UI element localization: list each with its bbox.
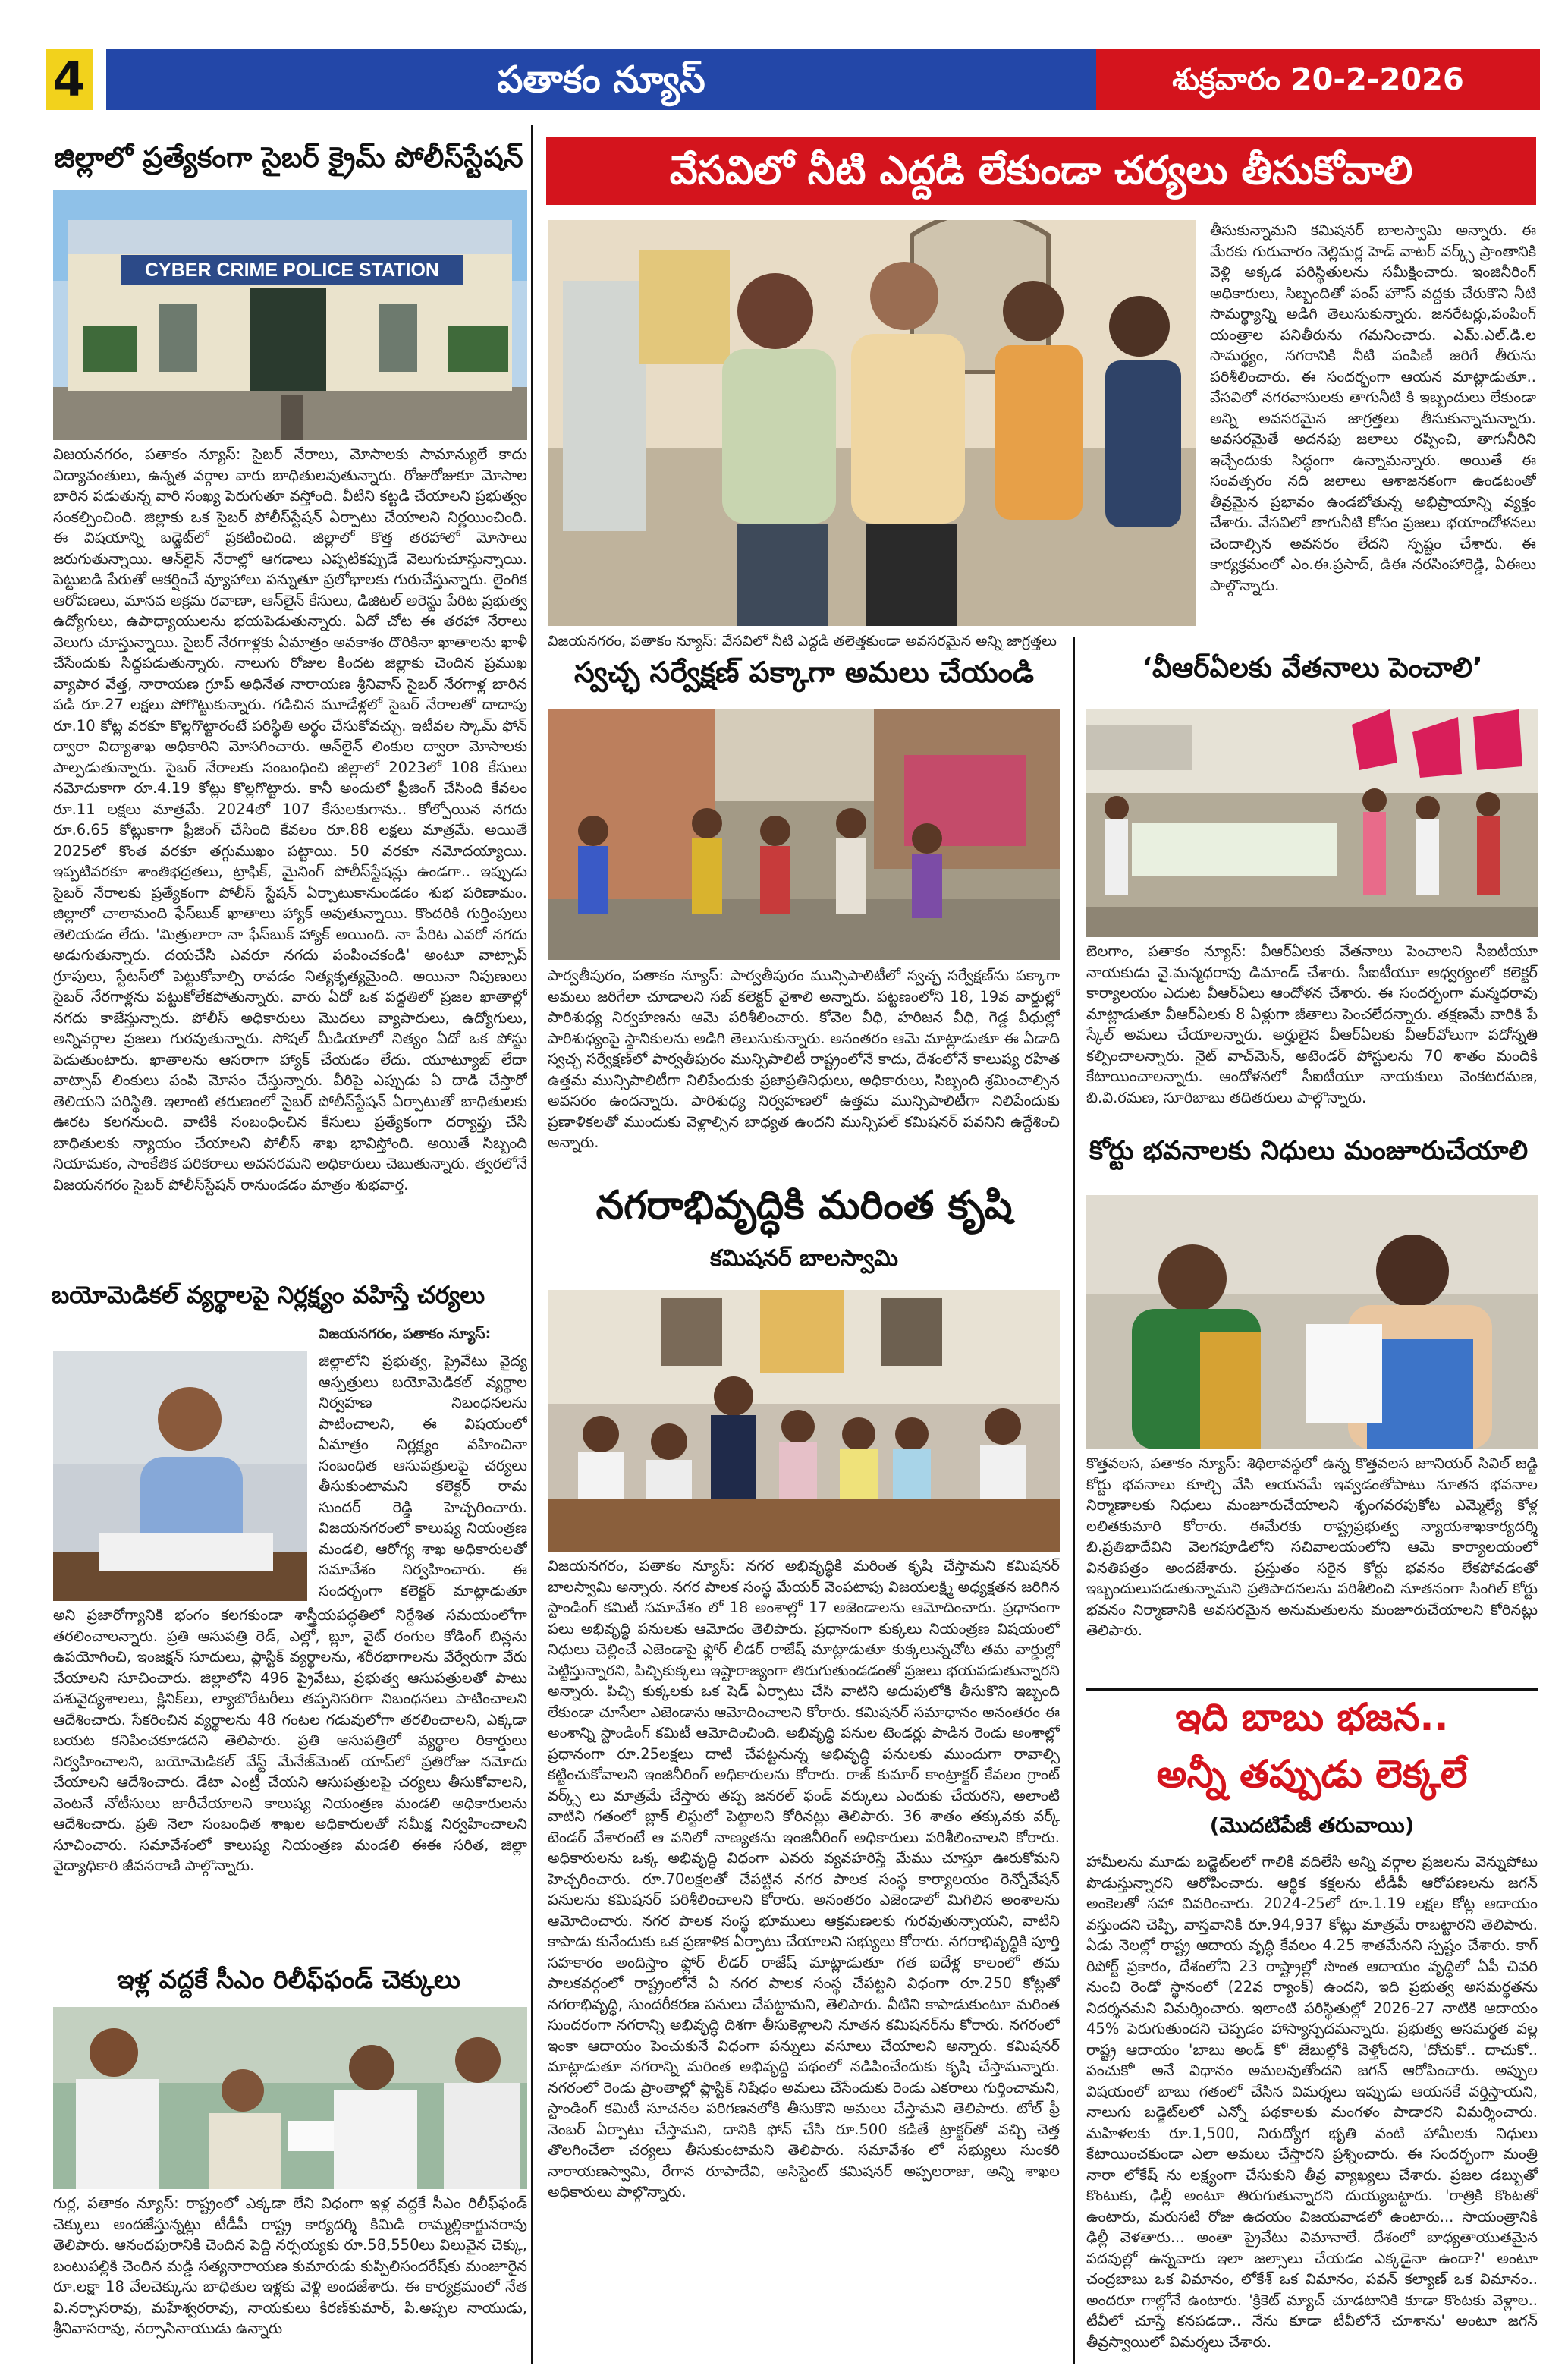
cyber-body: విజయనగరం, పతాకం న్యూస్: సైబర్ నేరాలు, మోసాలకు సామాన్యులే కాదు విద్యావంతులు, ఉన్నత వర్గాల వారు బాధితులవుతున్నారు. రోజురోజుకూ మోసాల బారిన పడుతున్న వారి సంఖ్య పెరుగుతూ వస్తోంది. వీటిని కట్టడి చేయాలని ప్రభుత్వం సంకల్పించింది. జిల్లాకు ఒక సైబర్ పోలీస్‌స్టేషన్ ఏర్పాటు చేయాలని నిర్ణయించింది. ఈ విషయాన్ని బడ్జెట్‌లో ప్రకటించింది. జిల్లాలో కొత్త తరహాలో మోసాలు జరుగుతున్నాయి. ఆన్‌లైన్ నేరాల్లో ఆగడాలు ఎప్పటికప్పుడే వెలుగుచూస్తున్నాయి. పెట్టుబడి పేరుతో ఆకర్షించే వ్యూహాలు పన్నుతూ ప్రలోభాలకు గురుచేస్తున్నారు. లైంగిక ఆరోపణలు, మానవ అక్రమ రవాణా, ఆన్‌లైన్ కేసులు, డిజిటల్ అరెస్టు పేరిట ప్రభుత్వ ఉద్యోగులు, ఉపాధ్యాయులను భయపెడుతున్నారు. ఏదో చోట ఈ తరహా నేరాలు వెలుగు చూస్తున్నాయి. సైబర్ నేరగాళ్లకు ఏమాత్రం అవకాశం దొరికినా ఖాతాలను ఖాళీ చేసేందుకు సిద్ధపడుతున్నారు. నాలుగు రోజుల కిందట జిల్లాకు చెందిన ప్రముఖ వ్యాపార వేత్త, నారాయణ గ్రూప్ అధినేత నారాయణ శ్రీనివాస్ సైబర్ నేరగాళ్ల బారిన పడి రూ.27 లక్షలు పోగొట్టుకున్నారు. గడిచిన మూడేళ్లలో సైబర్ నేరాలతో దాదాపు రూ.10 కోట్ల వరకూ కొల్లగొట్టారంటే పరిస్థితి అర్థం చేసుకోవచ్చు. ఇటీవల స్కామ్ ఫోన్ ద్వారా విద్యాశాఖ అధికారిని మోసగించారు. ఆన్‌లైన్ లింకుల ద్వారా మోసాలకు పాల్పడుతున్నారు. సైబర్ నేరాలకు సంబంధించి జిల్లాలో 2023లో 108 కేసులు నమోదుకాగా రూ.4.19 కోట్లు కొల్లగొట్టారు. కానీ అందులో ఫ్రీజింగ్ చేసింది కేవలం రూ.11 లక్షలు మాత్రమే. 2024లో 107 కేసులకుగాను.. కోల్పోయిన నగదు రూ.6.65 కోట్లుకాగా ఫ్రీజింగ్ చేసింది కేవలం రూ.88 లక్షలు మాత్రమే. అయితే 2025లో కొంత వరకూ తగ్గుముఖం పట్టాయి. 50 వరకూ నమోదయ్యాయి. ఇప్పటివరకూ శాంతిభద్రతలు, ట్రాఫిక్, మైనింగ్ పోలీస్‌స్టేషన్లు ఉండగా.. ఇప్పుడు సైబర్ నేరాలకు ప్రత్యేకంగా పోలీస్ స్టేషన్ ఏర్పాటుకానుండడం శుభ పరిణామం. జిల్లాలో చాలామంది ఫేస్‌బుక్ ఖాతాలు హ్యాక్ అవుతున్నాయి. కొందరికి గుర్తింపులు తెలియడం లేదు. 'మిత్రులారా నా ఫేస్‌బుక్ హ్యాక్ అయింది. నా పేరిట ఎవరో నగదు అడుగుతున్నారు. దయచేసి ఎవరూ నగదు పంపించకండి' అంటూ వాట్సాప్ గ్రూపులు, స్టేటస్‌లో పెట్టుకోవాల్సి రావడం నిత్యకృత్యమైంది. అయినా నిపుణులు సైబర్ నేరగాళ్లను పట్టుకోలేకపోతున్నారు. వారు ఏదో ఒక పద్ధతిలో ప్రజల ఖాతాల్లో నగదు కాజేస్తున్నారు. పోలీస్ అధికారులు మొదలు వ్యాపారులు, ఉద్యోగులు, అన్నివర్గాల ప్రజలు గురవుతున్నారు. సోషల్ మీడియాలో నిత్యం ఏదో ఒక పోస్టు పెడుతుంటారు. ఖాతాలను ఆసరాగా హ్యాక్ చేయడం లేదు. యూట్యూబ్ లేదా వాట్సాప్ లింకులు పంపి మోసం చేస్తున్నారు. వీరిపై ఎప్పుడు ఏ దాడి చేస్తారో తెలియని పరిస్థితి. ఇలాంటి తరుణంలో సైబర్ పోలీస్‌స్టేషన్ ఏర్పాటుతో బాధితులకు ఊరట కలగనుంది. వాటికి సంబంధించిన కేసులు ప్రత్యేకంగా దర్యాప్తు చేసి బాధితులకు న్యాయం చేయాలని పోలీస్ శాఖ భావిస్తోంది. అయితే సిబ్బంది నియామకం, సాంకేతిక పరికరాలు అవసరమని అధికారులు చెబుతున్నారు. త్వరలోనే విజయనగరం సైబర్ పోలీస్‌స్టేషన్ రానుండడం మాత్రం శుభవార్త. [53,445,527,1194]
column-rule-left [531,125,533,2364]
cmrf-headline: ఇళ్ల వద్దకే సీఎం రిలీఫ్‌ఫండ్ చెక్కులు [117,1964,460,1994]
water-body: తీసుకున్నామని కమిషనర్ బాలస్వామి అన్నారు. ఈ మేరకు గురువారం నెల్లిమర్ల హెడ్ వాటర్ వర్క్స్ ప్రాంతానికి వెళ్లి అక్కడ పరిస్థితులను సమీక్షించారు. ఇంజినీరింగ్ అధికారులు, సిబ్బందితో పంప్ హౌస్ వద్దకు చేరుకొని నీటి సామర్థ్యాన్ని అడిగి తెలుసుకున్నారు. జనరేటర్లు,పంపింగ్ యంత్రాల పనితీరును గమనించారు. ఎమ్.ఎల్.డి.ల సామర్థ్యం, నగరానికి నీటి పంపిణీ జరిగే తీరును పరిశీలించారు. ఈ సందర్భంగా ఆయన మాట్లాడుతూ.. వేసవిలో నగరవాసులకు తాగునీటి కి ఇబ్బందులు లేకుండా అన్ని అవసరమైన జాగ్రత్తలు తీసుకున్నామన్నారు. అవసరమైతే అదనపు జలాలు రప్పించి, తాగునీరిని ఇచ్చేందుకు సిద్ధంగా ఉన్నామన్నారు. అయితే ఈ సంవత్సరం నది జలాలు ఆశాజనకంగా ఉండటంతో తీవ్రమైన ప్రభావం ఉండబోతున్న అభిప్రాయాన్ని వ్యక్తం చేశారు. వేసవిలో తాగునీటి కోసం ప్రజలు భయాందోళనలు చెందాల్సిన అవసరం లేదని స్పష్టం చేశారు. ఈ కార్యక్రమంలో ఎం.ఈ.ప్రసాద్, డిఈ నరసింహారెడ్డి, ఏఈలు పాల్గొన్నారు. [1210,222,1536,594]
cmrf-body: గుర్ల, పతాకం న్యూస్: రాష్ట్రంలో ఎక్కడా లేని విధంగా ఇళ్ల వద్దకే సీఎం రిలీఫ్‌ఫండ్ చెక్కులు అందజేస్తున్నట్లు టీడీపీ రాష్ట్ర కార్యదర్శి కిమిడి రామ్మల్లికార్జునరావు తెలిపారు. ఆనందపురానికి చెందిన పెద్ది నర్సయ్యకు రూ.58,550లు విలువైన చెక్కు, బంటుపల్లికి చెందిన మడ్డి సత్యనారాయణ కుమారుడు కుప్పిలిసందరేష్‌కు మంజూరైన రూ.లక్షా 18 వేలచెక్కును బాధితుల ఇళ్లకు వెళ్లి అందజేశారు. ఈ కార్యక్రమంలో నేత వి.నర్సాసరావు, మహేశ్వరరావు, నాయకులు కిరణ్‌కుమార్, పి.అప్పల నాయుడు, శ్రీనివాసరావు, నర్సాసినాయుడు ఉన్నారు [53,2194,527,2337]
issue-date: శుక్రవారం 20-2-2026 [1172,62,1464,97]
water-inspection-photo [548,220,1196,626]
cmrf-illustration [53,2007,527,2189]
swachh-illustration [548,709,1060,960]
urban-subhead: కమిషనర్ బాలస్వామి [710,1245,898,1272]
water-caption: విజయనగరం, పతాకం న్యూస్: వేసవిలో నీటి ఎద్దడి తలెత్తకుండా అవసరమైన అన్ని జాగ్రత్తలు [548,633,1057,650]
court-headline: కోర్టు భవనాలకు నిధులు మంజూరుచేయాలి [1089,1136,1529,1166]
bio-headline: బయోమెడికల్ వ్యర్థాలపై నిర్లక్ష్యం వహిస్తే చర్యలు [52,1282,485,1309]
column-rule-right [1073,637,1075,2364]
babu-top-rule [1086,1688,1538,1691]
swachh-body: పార్వతీపురం, పతాకం న్యూస్: పార్వతీపురం మున్సిపాలిటీలో స్వచ్ఛ సర్వేక్షణ్‌ను పక్కాగా అమలు జరిగేలా చూడాలని సబ్ కలెక్టర్ వైశాలి అన్నారు. పట్టణంలోని 18, 19వ వార్డుల్లో పారిశుధ్య నిర్వహణను ఆమె పరిశీలించారు. కోవెల వీధి, హరిజన వీధి, గెడ్డ వీధుల్లో పారిశుధ్యంపై స్థానికులను అడిగి తెలుసుకున్నారు. అనంతరం ఆమె మాట్లాడుతూ ఈ ఏడాది స్వచ్ఛ సర్వేక్షణ్‌లో పార్వతీపురం మున్సిపాలిటీ రాష్ట్రంలోనే కాదు, దేశంలోనే కాలుష్య రహిత ఉత్తమ మున్సిపాలిటీగా నిలిపేందుకు ప్రజాప్రతినిధులు, అధికారులు, సిబ్బంది శ్రమించాల్సిన అవసరం ఉందన్నారు. పారిశుధ్య నిర్వహణలో ఉత్తమ మున్సిపాలిటీగా నిలిపేందుకు ప్రణాళికలతో ముందుకు వెళ్లాల్సిన బాధ్యత ఉందని మున్సిపల్ కమిషనర్ పవనిని ఉద్దేశించి అన్నారు. [548,967,1060,1151]
urban-meeting-illustration [548,1290,1060,1552]
paper-name: పతాకం న్యూస్ [497,58,705,101]
urban-meeting-photo [548,1290,1060,1552]
court-body: కొత్తవలస, పతాకం న్యూస్: శిథిలావస్థలో ఉన్న కొత్తవలస జూనియర్ సివిల్ జడ్జి కోర్టు భవనాలు కూల్చి వేసి ఆయనమే ఇవ్వడంతోపాటు నూతన భవనాల నిర్మాణాలకు నిధులు మంజూరుచేయాలని శృంగవరపుకోట ఎమ్మెల్యే కోళ్ల లలితకుమారి కోరారు. ఈమేరకు రాష్ట్రప్రభుత్వ న్యాయశాఖకార్యదర్శి బి.ప్రతిభాదేవిని వెలగపూడిలోని సచివాలయంలోని ఆమె కార్యాలయంలో వినతిపత్రం అందజేశారు. ప్రస్తుతం సరైన కోర్టు భవనం లేకపోవడంతో ఇబ్బందులుపడుతున్నామని ప్రతిపాదనలను పరిశీలించి నూతనంగా సింగిల్ కోర్టు భవనం నిర్మాణానికి అవసరమైన అనుమతులను మంజూరుచేయాలని కోరినట్లు తెలిపారు. [1086,1455,1538,1639]
urban-headline: నగరాభివృద్ధికి మరింత కృషి [595,1183,1013,1228]
collector-illustration [53,1351,307,1601]
bio-dateline: విజయనగరం, పతాకం న్యూస్: [319,1326,492,1342]
cyber-headline: జిల్లాలో ప్రత్యేకంగా సైబర్ క్రైమ్ పోలీస్‌స్టేషన్ [54,141,523,174]
babu-body: హామీలను మూడు బడ్జెట్‌లలో గాలికి వదిలేసి అన్ని వర్గాల ప్రజలను వెన్నుపోటు పొడుస్తున్నారని ఆరోపించారు. ఆర్థిక కక్షలను టీడీపీ ఆరోపణలను జగన్ అంకెలతో సహా వివరించారు. 2024-25లో రూ.1.19 లక్షల కోట్ల ఆదాయం వస్తుందని చెప్పి, వాస్తవానికి రూ.94,937 కోట్లు మాత్రమే రాబట్టారని తెలిపారు. ఏడు నెలల్లో రాష్ట్ర ఆదాయ వృద్ధి కేవలం 4.25 శాతమేనని స్పష్టం చేశారు. కాగ్ రిపోర్ట్ ప్రకారం, దేశంలోని 23 రాష్ట్రాల్లో సొంత ఆదాయం వృద్ధిలో ఏపీ చివరి నుంచి రెండో స్థానంలో (22వ ర్యాంక్) ఉందని, ఇది ప్రభుత్వ అసమర్థతను నిదర్శనమని విమర్శించారు. ఇలాంటి పరిస్థితుల్లో 2026-27 నాటికి ఆదాయం 45% పెరుగుతుందని చెప్పడం హాస్యాస్పదమన్నారు. ప్రభుత్వ అసమర్థత వల్ల రాష్ట్ర ఆదాయం 'బాబు అండ్ కో' జేబుల్లోకి వెళ్తోందని, 'దోచుకో.. దాచుకో.. పంచుకో' అనే విధానం అమలవుతోందని జగన్ ఆరోపించారు. అప్పుల విషయంలో బాబు గతంలో చేసిన విమర్శలు ఇప్పుడు ఆయనకే వర్తిస్తాయని, నాలుగు బడ్జెట్‌లలో ఎన్నో పథకాలకు మంగళం పాడారని విమర్శించారు. మహిళలకు రూ.1,500, నిరుద్యోగ భృతి వంటి హామీలకు నిధులు కేటాయించకుండా ఎలా అమలు చేస్తారని ప్రశ్నించారు. ఈ సందర్భంగా మంత్రి నారా లోకేష్ ను లక్ష్యంగా చేసుకుని తీవ్ర వ్యాఖ్యలు చేశారు. ప్రజల డబ్బుతో కొంటుకు, ఢిల్లీ అంటూ తిరుగుతున్నారని దుయ్యబట్టారు. 'రాత్రికి కొంటతో ఉంటారు, మరుసటి రోజు ఉదయం విజయవాడలో ఉంటారు... సాయంత్రానికి ఢిల్లీ వెళతారు... అంతా ప్రైవేటు విమానాలే. దేశంలో బాధ్యతాయుతమైన పదవుల్లో ఉన్నవారు ఇలా జల్సాలు చేయడం ఎక్కడైనా ఉందా?' అంటూ చంద్రబాబు ఒక విమానం, లోకేశ్ ఒక విమానం, పవన్ కల్యాణ్ ఒక విమానం.. అందరూ గాల్లోనే ఉంటారు. 'క్రికెట్ మ్యాచ్ చూడటానికి కూడా కొంటకు వెళ్లాల.. టీవీలో చూస్తే కనపడదా.. నేను కూడా టీవీలోనే చూశాను' అంటూ జగన్ తీవ్రస్వాయిలో విమర్శలు చేశారు. [1086,1853,1538,2351]
vra-body: బెలగాం, పతాకం న్యూస్: వీఆర్‌ఏలకు వేతనాలు పెంచాలని సీఐటీయూ నాయకుడు వై.మన్మధరావు డిమాండ్ చేశారు. సీఐటీయూ ఆధ్వర్యంలో కలెక్టర్ కార్యాలయం ఎదుట వీఆర్‌ఏలు ఆందోళన చేశారు. ఈ సందర్భంగా మన్మధరావు మాట్లాడుతూ వీఆర్‌ఏలకు 8 ఏళ్లుగా జీతాలు పెంచలేదన్నారు. తక్షణమే వారికి పే స్కేల్ అమలు చేయాలన్నారు. అర్హులైన వీఆర్‌ఏలకు వీఆర్‌వోలుగా పదోన్నతి కల్పించాలన్నారు. నైట్ వాచ్‌మెన్, అటెండర్ పోస్టులను 70 శాతం మందికి కేటాయించాలన్నారు. ఆందోళనలో సీఐటీయూ నాయకులు వెంకటరమణ, బి.వి.రమణ, సూరిబాబు తదితరులు పాల్గొన్నారు. [1086,942,1538,1106]
vra-protest-illustration [1086,709,1538,937]
babu-headline-2: అన్నీ తప్పుడు లెక్కలే [1156,1752,1468,1796]
court-memo-illustration [1086,1195,1538,1449]
urban-body: విజయనగరం, పతాకం న్యూస్: నగర అభివృద్ధికి మరింత కృషి చేస్తామని కమిషనర్ బాలస్వామి అన్నారు. నగర పాలక సంస్థ మేయర్ వెంపటాపు విజయలక్ష్మి అధ్యక్షతన జరిగిన స్టాండింగ్ కమిటీ సమావేశం లో 18 అంశాల్లో 17 అజెండాలను ఆమోదించారు. ప్రధానంగా పలు అభివృద్ధి పనులకు ఆమోదం తెలిపారు. ప్రధానంగా కుక్కలు నియంత్రణ విషయంలో నిధులు చెల్లించే ఎజెండాపై ఫ్లోర్ లీడర్ రాజేష్ మాట్లాడుతూ కుక్కలున్నచోట తమ వార్డుల్లో పెట్టిస్తున్నారని, పిచ్చికుక్కలు ఇష్టారాజ్యంగా తిరుగుతుండడంతో ప్రజలు భయపడుతున్నారని అన్నారు. పిచ్చి కుక్కలకు ఒక షెడ్ ఏర్పాటు చేసి వాటిని అదుపులోకి తీసుకొని ఇబ్బంది లేకుండా చూసేలా ఎజెండాను ఆమోదించాలని కోరారు. కమిషనర్ సమాధానం అనంతరం ఈ అంశాన్ని స్టాండింగ్ కమిటీ ఆమోదించింది. అభివృద్ధి పనుల టెండర్లు పాడిన రెండు అంశాల్లో ప్రధానంగా రూ.25లక్షలు దాటి చేపట్టనున్న అభివృద్ధి పనులకు ముందుగా రావాల్సి కట్టించుకోవాలని ఇంజినీరింగ్ అధికారులను కోరారు. రాజ్ కుమార్ కాంట్రాక్టర్ కేవలం గ్రాంట్ వర్క్స్ లు మాత్రమే చేస్తారు తప్ప జనరల్ ఫండ్ వర్కులు ఎందుకు చేయరని, అలాంటి వాటిని గతంలో బ్లాక్ లిస్టులో పెట్టాలని కోరినట్లు తెలిపారు. 36 శాతం తక్కువకు వర్క్ టెండర్ వేశారంటే ఆ పనిలో నాణ్యతను ఇంజినీరింగ్ అధికారులు పరిశీలించాలని కోరారు. అధికారులను ఒక్క అభివృద్ధి విధంగా ఎవరు వ్యవహరిస్తే మేము చూస్తూ ఊరుకోమని హెచ్చరించారు. రూ.70లక్షలతో చేపట్టిన నగర పాలక సంస్థ కార్యాలయం రెన్నోవేషన్ పనులను కమిషనర్ పరిశీలించాలని కోరారు. అనంతరం ఎజెండాలో మిగిలిన అంశాలను ఆమోదించారు. నగర పాలక సంస్థ భూములు ఆక్రమణలకు గురవుతున్నాయని, వాటిని కాపాడు కునేందుకు ఒక ప్రణాళిక ఏర్పాటు చేయాలని సభ్యులు కోరారు. నగరాభివృద్ధికి పూర్తి సహకారం అందిస్తాం ఫ్లోర్ లీడర్ రాజేష్ మాట్లాడుతూ గత ఐదేళ్ల కాలంలో తమ పాలకవర్గంలో రాష్ట్రంలోనే ఏ నగర పాలక సంస్థ చేపట్టని విధంగా రూ.250 కోట్లతో నగరాభివృద్ధి, సుందరీకరణ పనులు చేపట్టామని, తెలిపారు. వీటిని కాపాడుకుంటూ మరింత సుందరంగా నగరాన్ని అభివృద్ధి దిశగా తీసుకెళ్లాలని నూతన కమిషనర్‌ను కోరారు. నగరంలో ఇంకా ఆదాయం పెంచుకునే విధంగా పన్నులు వసూలు చేయాలని అన్నారు. కమిషనర్ మాట్లాడుతూ నగరాన్ని మరింత అభివృద్ధి పథంలో నడిపించేందుకు కృషి చేస్తామన్నారు. నగరంలో రెండు ప్రాంతాల్లో ప్లాస్టిక్ నిషేధం అమలు చేసేందుకు రెండు ఎకరాలు గుర్తించామని, స్టాండింగ్ కమిటీ సూచనల పరిగణనలోకి తీసుకొని అమలు చేస్తామని తెలిపారు. టోల్ ఫ్రీ నెంబర్ ఏర్పాటు చేస్తామని, దానికి ఫోన్ చేసి రూ.500 కడితే ట్రాక్టర్‌తో వచ్చి చెత్త తొలగించేలా చర్యలు తీసుకుంటామని తెలిపారు. సమావేశం లో సభ్యులు సుంకరి నారాయణస్వామి, రేగాన రూపాదేవి, అసిస్టెంట్ కమిషనర్ అప్పలరాజు, అన్ని శాఖల అధికారులు పాల్గొన్నారు. [548,1557,1060,2200]
babu-headline-1: ఇది బాబు భజన.. [1175,1695,1449,1739]
court-memo-photo [1086,1195,1538,1449]
cmrf-photo [53,2007,527,2189]
masthead [106,49,1540,110]
water-inspection-illustration [548,220,1196,626]
cyber-station-photo [53,190,527,440]
swachh-photo [548,709,1060,960]
cyber-station-sign: CYBER CRIME POLICE STATION [145,260,439,281]
swachh-headline: స్వచ్ఛ సర్వేక్షణ్ పక్కాగా అమలు చేయండి [574,656,1034,689]
vra-protest-photo [1086,709,1538,937]
vra-headline: ‘వీఆర్‌ఏలకు వేతనాలు పెంచాలి’ [1142,653,1483,684]
water-headline: వేసవిలో నీటి ఎద్దడి లేకుండా చర్యలు తీసుకోవాలి [546,137,1536,205]
bio-collector-photo [53,1351,307,1601]
bio-body-side: జిల్లాలోని ప్రభుత్వ, ప్రైవేటు వైద్య ఆస్పత్రులు బయోమెడికల్ వ్యర్థాల నిర్వహణ నిబంధనలను పాటించాలని, ఈ విషయంలో ఏమాత్రం నిర్లక్ష్యం వహించినా సంబంధిత ఆసుపత్రులపై చర్యలు తీసుకుంటామని కలెక్టర్ రామ సుందర్ రెడ్డి హెచ్చరించారు. విజయనగరంలో కాలుష్య నియంత్రణ మండలి, ఆరోగ్య శాఖ అధికారులతో సమావేశం నిర్వహించారు. ఈ సందర్భంగా కలెక్టర్ మాట్లాడుతూ [319,1352,527,1600]
babu-subhead: (మొదటిపేజీ తరువాయి) [1209,1813,1415,1838]
page-number: 4 [46,49,93,110]
cyber-station-illustration [53,190,527,440]
bio-body-full: అని ప్రజారోగ్యానికి భంగం కలగకుండా శాస్త్రీయపద్ధతిలో నిర్దేశిత సమయంలోగా తరలించాలన్నారు. ప్రతి ఆసుపత్రి రెడ్, ఎల్లో, బ్లూ, వైట్ రంగుల కోడింగ్ బిన్లను ఉపయోగించి, ఇంజక్షన్ సూదులు, ప్లాస్టిక్ వ్యర్థాలను, శరీరభాగాలను వేర్వేరుగా వేరు చేయాలని సూచించారు. జిల్లాలోని 496 ప్రైవేటు, ప్రభుత్వ ఆసుపత్రులతో పాటు పశువైద్యశాలలు, క్లినిక్‌లు, ల్యాబొరేటరీలు తప్పనిసరిగా నిబంధనలు పాటించాలని ఆదేశించారు. సేకరించిన వ్యర్థాలను 48 గంటల గడువులోగా తరలించాలని, ఎక్కడా బయట కనిపించకూడదని తెలిపారు. ప్రతి ఆసుపత్రిలో వ్యర్థాల రికార్డులు నిర్వహించాలని, బయోమెడికల్ వేస్ట్ మేనేజ్‌మెంట్ యాప్‌లో ప్రతిరోజు నమోదు చేయాలని ఆదేశించారు. డేటా ఎంట్రీ చేయని ఆసుపత్రులపై చర్యలు తీసుకోవాలని, వెంటనే నోటీసులు జారీచేయాలని కాలుష్య నియంత్రణ మండలి అధికారులను ఆదేశించారు. ప్రతి నెలా సంబంధిత శాఖల అధికారులతో సమీక్ష నిర్వహించాలని సూచించారు. సమావేశంలో కాలుష్య నియంత్రణ మండలి ఈఈ సరిత, జిల్లా వైద్యాధికారి జీవనరాణి పాల్గొన్నారు. [53,1606,527,1874]
